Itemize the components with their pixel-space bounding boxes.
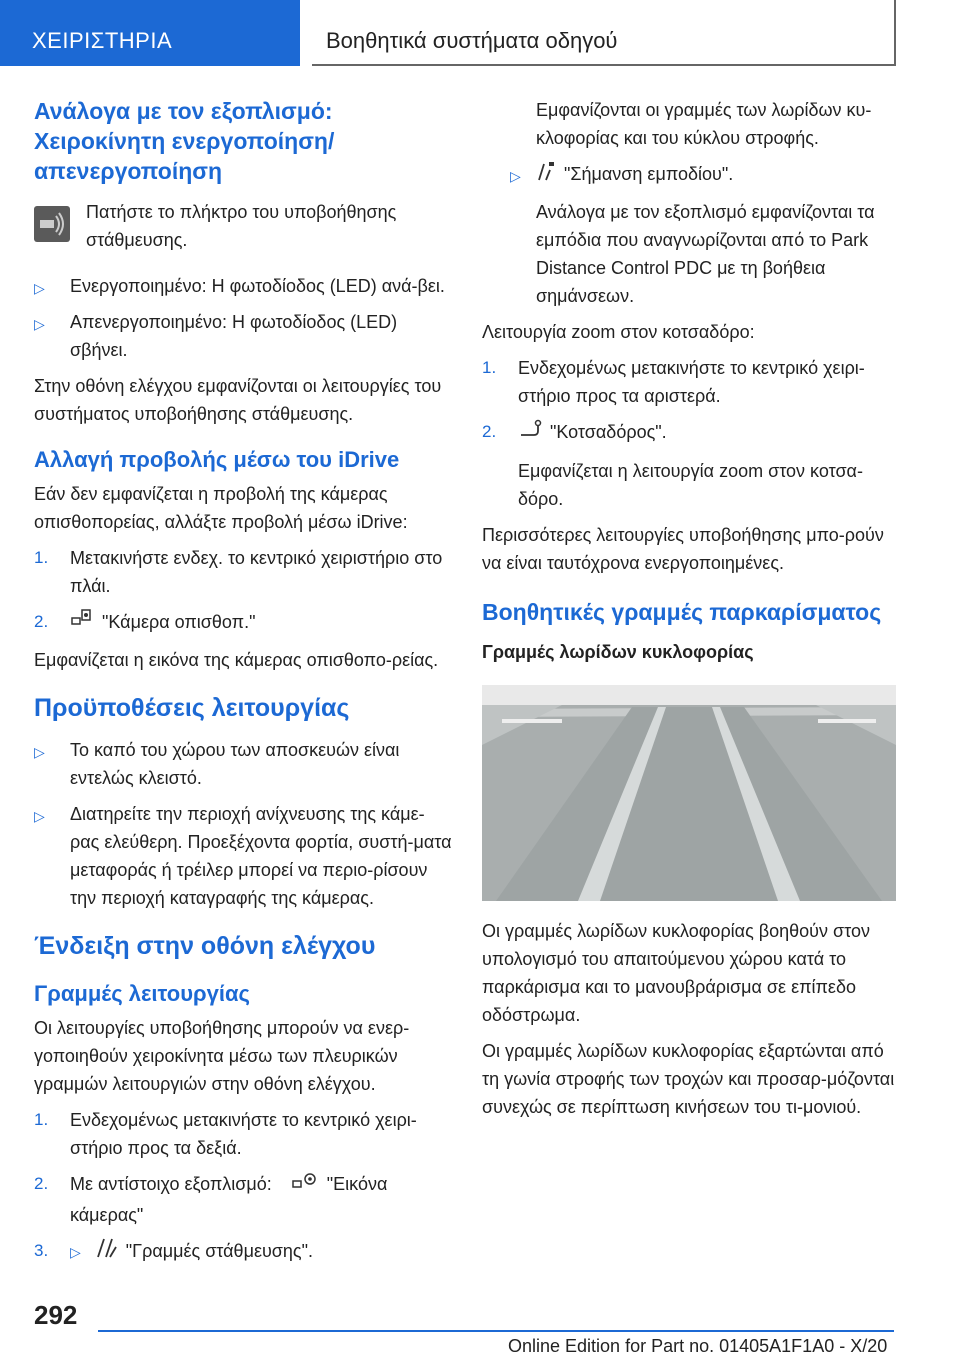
tow-hitch-icon: [518, 419, 542, 449]
left-column: [34, 96, 452, 1275]
step-item: 3. ▷ "Γραμμές στάθμευσης".: [34, 1237, 452, 1267]
step-item: 1. Ενδεχομένως μετακινήστε το κεντρικό χειρι-στήριο προς τα δεξιά.: [34, 1110, 417, 1159]
paragraph: Ανάλογα με τον εξοπλισμό εμφανίζονται τα εμπόδια που αναγνωρίζονται από το Park Distance Control PDC με τη βοήθεια σημάνσεων.: [536, 202, 875, 307]
paragraph: Εμφανίζεται η λειτουργία zoom στον κοτσα-δόρο.: [518, 460, 863, 509]
step-item: 2. "Κάμερα οπισθοπ.": [34, 608, 452, 638]
paragraph: Εμφανίζονται οι γραμμές των λωρίδων κυ-κλοφορίας και του κύκλου στροφής.: [536, 100, 872, 148]
lane-lines-camera-image: [482, 685, 896, 901]
heading-idrive: Αλλαγή προβολής μέσω του iDrive: [34, 447, 400, 472]
triangle-bullet-icon: ▷: [510, 168, 521, 184]
camera-settings-icon: [291, 1171, 319, 1201]
step-item: 2. Με αντίστοιχο εξοπλισμό: "Εικόνα κάμερας": [34, 1170, 452, 1228]
right-column: [482, 96, 900, 1129]
step-item: 2. "Κοτσαδόρος".: [482, 418, 900, 448]
parking-lines-icon: [94, 1237, 118, 1267]
heading-lane-lines: Γραμμές λωρίδων κυκλοφορίας: [482, 641, 754, 662]
heading-parking-aid-lines: Βοηθητικές γραμμές παρκαρίσματος: [482, 598, 882, 625]
triangle-bullet-icon: ▷: [70, 1243, 81, 1260]
paragraph: Λειτουργία zoom στον κοτσαδόρο:: [482, 322, 755, 343]
triangle-bullet-icon: ▷: [34, 280, 45, 296]
heading-manual-activation: Ανάλογα με τον εξοπλισμό: Χειροκίνητη ενεργοποίηση/ απενεργοποίηση: [34, 98, 335, 184]
rear-camera-icon: [70, 608, 94, 638]
section-title: ΧΕΙΡΙΣΤΗΡΙΑ: [32, 28, 173, 53]
paragraph: Περισσότερες λειτουργίες υποβοήθησης μπο-ρούν να είναι ταυτόχρονα ενεργοποιημένες.: [482, 524, 884, 573]
obstacle-marking-icon: [536, 160, 556, 190]
heading-function-bars: Γραμμές λειτουργίας: [34, 981, 250, 1007]
triangle-bullet-icon: ▷: [34, 744, 45, 761]
chapter-title: Βοηθητικά συστήματα οδηγού: [326, 28, 618, 53]
heading-control-display: Ένδειξη στην οθόνη ελέγχου: [34, 932, 376, 961]
heading-prerequisites: Προϋποθέσεις λειτουργίας: [34, 694, 350, 723]
paragraph: Οι γραμμές λωρίδων κυκλοφορίας βοηθούν στον υπολογισμό του απαιτούμενου χώρου κατά το παρκάρισμα και το μανουβράρισμα σε επίπεδο οδόστρωμα.: [482, 920, 870, 1025]
chapter-tab: [312, 0, 896, 66]
list-item: ▷ Ενεργοποιημένο: Η φωτοδίοδος (LED) ανά-βει.: [34, 272, 452, 300]
page-number: 292: [34, 1300, 78, 1330]
paragraph: Στην οθόνη ελέγχου εμφανίζονται οι λειτουργίες του συστήματος υποβοήθησης στάθμευσης.: [34, 376, 442, 424]
list-item: ▷ "Σήμανση εμποδίου".: [482, 160, 900, 190]
triangle-bullet-icon: ▷: [34, 808, 45, 825]
pdc-button-row: [34, 198, 452, 262]
list-item: ▷ Διατηρείτε την περιοχή ανίχνευσης της κάμε-ρας ελεύθερη. Προεξέχοντα φορτία, συστή-ματα μεταφοράς ή τρέιλερ μπορεί να περιο-ρίσουν την περιοχή καταγραφής της κάμερας.: [34, 804, 452, 909]
press-button-text: Πατήστε το πλήκτρο του υποβοήθησης στάθμευσης.: [86, 202, 397, 250]
list-item: ▷ Απενεργοποιημένο: Η φωτοδίοδος (LED) σβήνει.: [34, 312, 398, 360]
paragraph: Οι γραμμές λωρίδων κυκλοφορίας εξαρτώνται από τη γωνία στροφής των τροχών και προσαρ-μόζονται συνεχώς σε περίπτωση κινήσεων του τι-μονιού.: [482, 1040, 895, 1117]
page-header: [0, 0, 960, 68]
parking-assist-button-icon: [34, 206, 70, 242]
paragraph: Εάν δεν εμφανίζεται η προβολή της κάμερας οπισθοπορείας, αλλάξτε προβολή μέσω iDrive:: [34, 484, 408, 532]
list-item: ▷ Το καπό του χώρου των αποσκευών είναι εντελώς κλειστό.: [34, 740, 400, 789]
step-item: 1. Μετακινήστε ενδεχ. το κεντρικό χειριστήριο στο πλάι.: [34, 548, 443, 596]
paragraph: Οι λειτουργίες υποβοήθησης μπορούν να ενερ-γοποιηθούν χειροκίνητα μέσω των πλευρικών γραμμών λειτουργιών στην οθόνη ελέγχου.: [34, 1018, 410, 1095]
footer-divider: [98, 1330, 894, 1332]
section-tab: [0, 0, 300, 66]
triangle-bullet-icon: ▷: [34, 316, 45, 332]
paragraph: Εμφανίζεται η εικόνα της κάμερας οπισθοπο-ρείας.: [34, 650, 439, 671]
step-item: 1. Ενδεχομένως μετακινήστε το κεντρικό χειρι-στήριο προς τα αριστερά.: [482, 358, 865, 407]
footer-edition: Online Edition for Part no. 01405A1F1A0 - X/20: [508, 1336, 888, 1356]
